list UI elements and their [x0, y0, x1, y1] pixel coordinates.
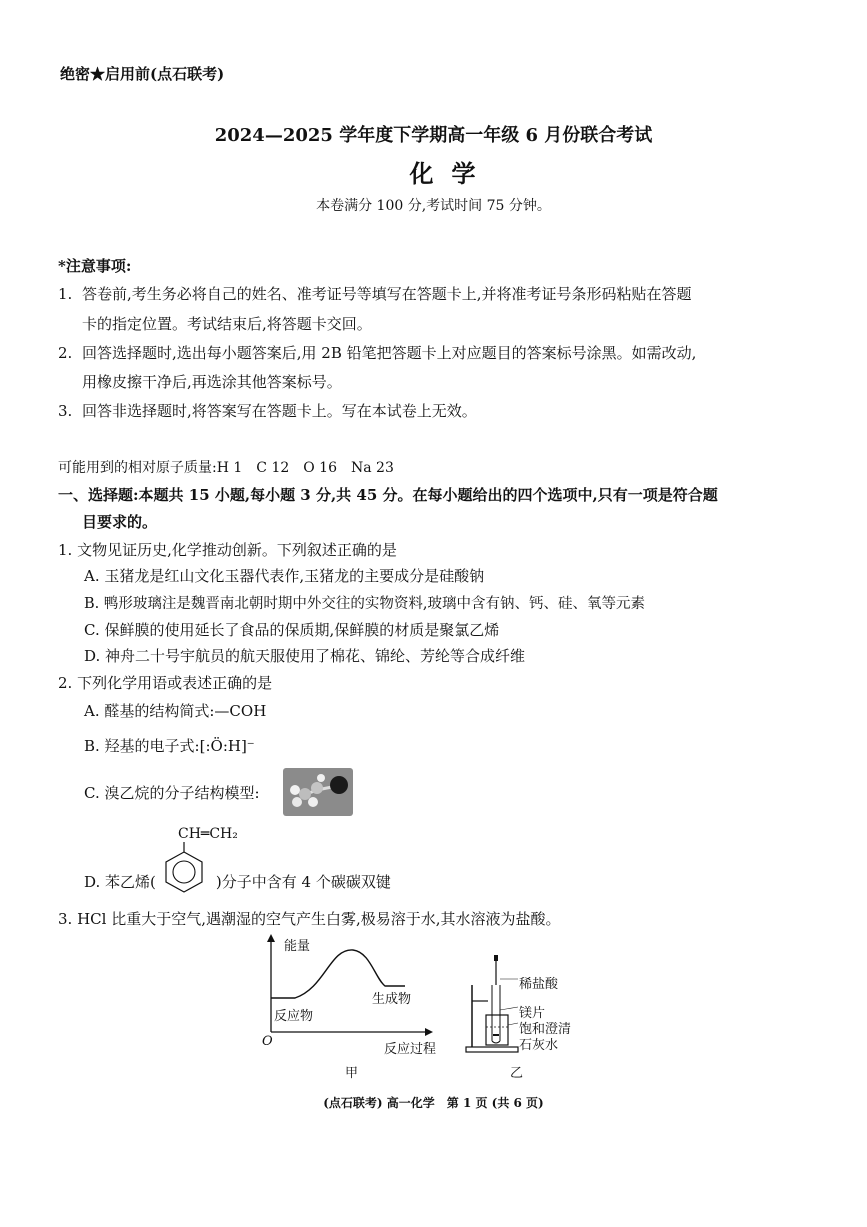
apparatus-diagram [460, 955, 522, 1055]
styrene-vinyl-label: CH═CH₂ [178, 826, 238, 842]
magnesium-label: 镁片 [519, 1006, 546, 1021]
notice-number: 1. [58, 285, 73, 303]
question-2-option-b: B. 羟基的电子式:[:Ö:H]⁻ [84, 737, 255, 755]
reactant-label: 反应物 [274, 1009, 314, 1024]
atomic-masses: 可能用到的相对原子质量:H 1 C 12 O 16 Na 23 [58, 460, 394, 476]
question-2-option-d: D. 苯乙烯( )分子中含有 4 个碳碳双键 [84, 873, 391, 891]
notice-item-1 [58, 283, 692, 304]
x-axis-arrow-icon [425, 1028, 433, 1036]
notice-text: 回答非选择题时,将答案写在答题卡上。写在本试卷上无效。 [82, 402, 477, 420]
notice-item-3 [58, 400, 477, 421]
notice-number: 3. [58, 402, 73, 420]
dilute-hcl-label: 稀盐酸 [519, 977, 559, 992]
exam-meta: 本卷满分 100 分,考试时间 75 分钟。 [316, 198, 551, 214]
reaction-progress-label: 反应过程 [384, 1042, 437, 1057]
limewater-label-2: 石灰水 [519, 1038, 559, 1053]
notice-text: 回答选择题时,选出每小题答案后,用 2B 铅笔把答题卡上对应题目的答案标号涂黑。如需改动, [82, 344, 697, 362]
section-heading: 一、选择题:本题共 15 小题,每小题 3 分,共 45 分。在每小题给出的四个选项中,只有一项是符合题 [58, 486, 718, 504]
energy-axis-label: 能量 [284, 939, 311, 954]
notice-item-2 [58, 342, 696, 363]
notice-number: 2. [58, 344, 73, 362]
question-1-option-a: A. 玉猪龙是红山文化玉器代表作,玉猪龙的主要成分是硅酸钠 [84, 567, 485, 585]
question-1-option-b: B. 鸭形玻璃注是魏晋南北朝时期中外交往的实物资料,玻璃中含有钠、钙、硅、氧等元素 [84, 596, 645, 612]
limewater-label-1: 饱和澄清 [519, 1022, 572, 1037]
y-axis-arrow-icon [267, 934, 275, 942]
notice-item-1-cont: 卡的指定位置。考试结束后,将答题卡交回。 [82, 315, 372, 333]
question-3-stem: 3. HCl 比重大于空气,遇潮湿的空气产生白雾,极易溶于水,其水溶液为盐酸。 [58, 910, 561, 928]
figure-b-caption: 乙 [510, 1066, 524, 1081]
exam-title: 2024—2025 学年度下学期高一年级 6 月份联合考试 [214, 125, 653, 146]
question-1-option-c: C. 保鲜膜的使用延长了食品的保质期,保鲜膜的材质是聚氯乙烯 [84, 621, 500, 639]
figure-a-caption: 甲 [345, 1066, 359, 1081]
notice-heading: *注意事项: [58, 257, 132, 275]
notice-text: 答卷前,考生务必将自己的姓名、准考证号等填写在答题卡上,并将准考证号条形码粘贴在答题 [82, 285, 692, 303]
question-2-stem: 2. 下列化学用语或表述正确的是 [58, 674, 273, 692]
section-heading-cont: 目要求的。 [82, 513, 158, 531]
question-2-option-c: C. 溴乙烷的分子结构模型: [84, 784, 260, 802]
notice-item-2-cont: 用橡皮擦干净后,再选涂其他答案标号。 [82, 373, 342, 391]
stand-base [466, 1047, 518, 1052]
origin-label: O [262, 1034, 273, 1049]
bromoethane-model-image [283, 768, 353, 816]
product-label: 生成物 [372, 992, 412, 1007]
confidential-label: 绝密★启用前(点石联考) [60, 65, 225, 83]
subject-title: 化学 [409, 159, 494, 188]
question-1-stem: 1. 文物见证历史,化学推动创新。下列叙述正确的是 [58, 541, 397, 559]
beaker [486, 1015, 508, 1045]
question-1-option-d: D. 神舟二十号宇航员的航天服使用了棉花、锦纶、芳纶等合成纤维 [84, 647, 526, 665]
page-footer: (点石联考) 高一化学 第 1 页 (共 6 页) [323, 1096, 544, 1110]
question-2-option-a: A. 醛基的结构简式:—COH [84, 702, 267, 720]
